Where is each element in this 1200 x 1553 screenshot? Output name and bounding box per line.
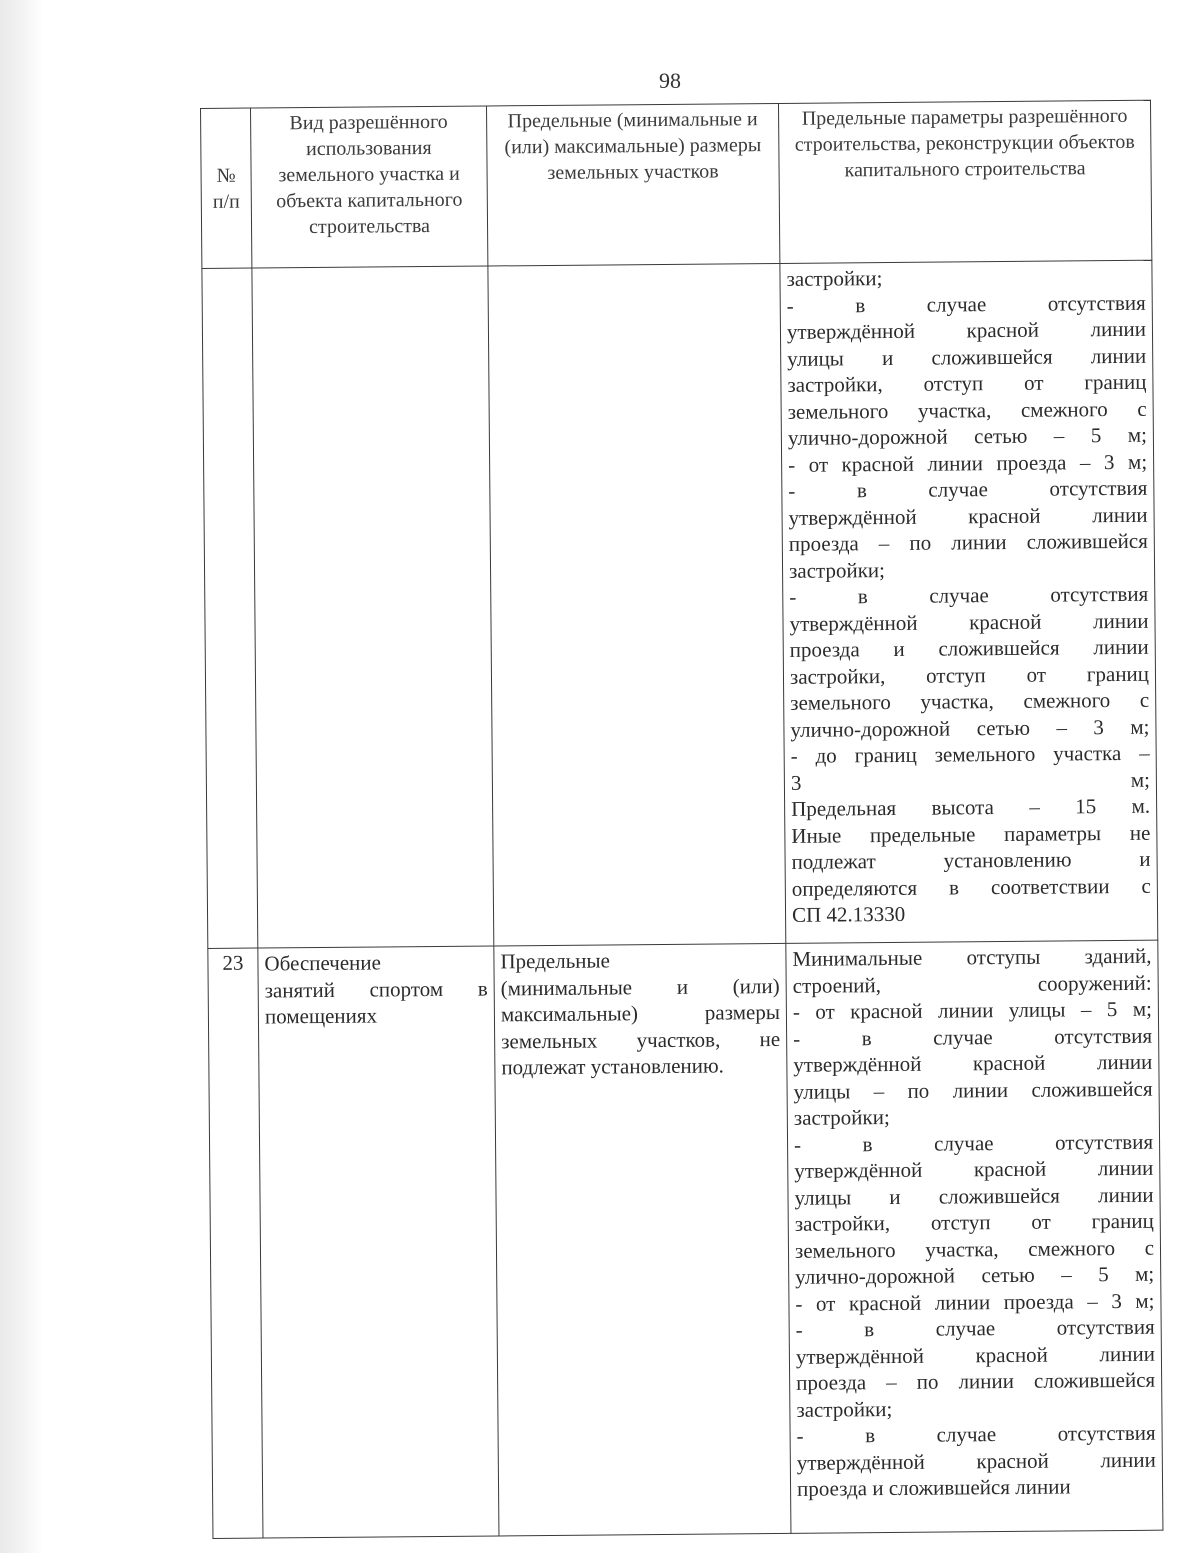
text-line: утверждённой красной линии <box>793 1049 1153 1077</box>
text-line: занятий спортом в <box>264 976 488 1002</box>
row-size-cell <box>494 943 791 1536</box>
text-line: строений, сооружений: <box>792 970 1152 998</box>
text-line: проезда – по линии сложившейся <box>796 1367 1156 1395</box>
text-line: застройки, отступ от границ <box>787 369 1147 397</box>
text-line: утверждённой красной линии <box>795 1341 1156 1369</box>
text-line: - в случае отсутствия <box>793 1023 1153 1051</box>
row-params-cell <box>786 940 1163 1533</box>
header-num: № п/п <box>201 108 252 268</box>
text-line: - в случае отсутствия <box>788 475 1148 503</box>
text-line: земельных участков, не <box>501 1026 781 1053</box>
text-line: максимальные) размеры <box>500 999 781 1027</box>
text-line: утверждённой красной линии <box>786 316 1147 344</box>
text-line: проезда и сложившейся линии <box>796 1474 1071 1501</box>
text-line: СП 42.13330 <box>791 901 906 927</box>
size-lines <box>500 946 780 1081</box>
text-line: Предельная высота – 15 м. <box>791 793 1151 821</box>
text-line: улицы и сложившейся линии <box>794 1182 1154 1210</box>
text-line: - до границ земельного участка – <box>790 740 1150 768</box>
header-size: Предельные (минимальные и (или) максимальные) размеры земельных участков <box>486 103 779 266</box>
text-line: застройки; <box>788 557 886 583</box>
text-line: утверждённой красной линии <box>788 502 1148 530</box>
text-line: улицы – по линии сложившейся <box>793 1076 1153 1104</box>
table-header-row <box>201 100 1152 268</box>
text-line: земельного участка, смежного с <box>787 396 1147 424</box>
text-line: - от красной линии проезда – 3 м; <box>795 1288 1155 1316</box>
text-line: проезда – по линии сложившейся <box>788 528 1148 556</box>
text-line: застройки; <box>793 1105 890 1130</box>
text-line: Иные предельные параметры не <box>791 820 1151 848</box>
text-line: земельного участка, смежного с <box>794 1235 1155 1263</box>
text-line: - в случае отсутствия <box>786 290 1146 318</box>
scan-edge-shadow <box>0 0 44 1553</box>
text-line: улично-дорожной сетью – 5 м; <box>795 1261 1155 1289</box>
text-line: - в случае отсутствия <box>795 1314 1155 1342</box>
header-params: Предельные параметры разрешённого строительства, реконструкции объектов капитального строительства <box>778 100 1151 263</box>
text-line: - в случае отсутствия <box>789 581 1149 609</box>
text-line: земельного участка, смежного с <box>790 687 1150 715</box>
params-lines <box>792 943 1156 1503</box>
row-num-cell <box>202 268 258 948</box>
text-line: - от красной линии проезда – 3 м; <box>788 449 1148 477</box>
text-line: улично-дорожной сетью – 5 м; <box>787 422 1147 450</box>
header-kind: Вид разрешённого использования земельного участка и объекта капитального строительства <box>251 106 488 268</box>
text-line: застройки; <box>796 1396 893 1422</box>
text-line: подлежат установлению и <box>791 846 1151 874</box>
text-line: застройки, отступ от границ <box>794 1208 1154 1236</box>
text-line: Предельные <box>500 948 611 974</box>
table-row <box>202 260 1158 948</box>
text-line: определяются в соответствии с <box>791 873 1151 901</box>
page-number: 98 <box>659 68 681 93</box>
text-line: Минимальные отступы зданий, <box>792 943 1152 971</box>
text-line: утверждённой красной линии <box>794 1155 1154 1183</box>
text-line: улично-дорожной сетью – 3 м; <box>790 714 1150 742</box>
regulations-table <box>200 100 1163 1539</box>
text-line: утверждённой красной линии <box>796 1447 1156 1475</box>
kind-lines <box>264 949 488 1030</box>
params-lines <box>786 263 1151 929</box>
text-line: подлежат установлению. <box>501 1053 724 1080</box>
text-line: застройки; <box>786 266 883 291</box>
row-num-cell: 23 <box>208 948 263 1538</box>
row-kind-cell <box>252 266 494 948</box>
row-size-cell <box>488 263 786 946</box>
text-line: Обеспечение <box>264 950 382 976</box>
text-line: помещениях <box>264 1003 378 1029</box>
row-params-cell <box>780 260 1158 943</box>
text-line: - в случае отсутствия <box>793 1129 1154 1157</box>
text-line: 3 м; <box>790 767 1150 795</box>
text-line: - в случае отсутствия <box>796 1420 1156 1448</box>
text-line: (минимальные и (или) <box>500 973 780 1000</box>
row-kind-cell <box>258 946 499 1538</box>
text-line: - от красной линии улицы – 5 м; <box>792 996 1153 1024</box>
table-row <box>208 940 1163 1538</box>
text-line: застройки, отступ от границ <box>789 661 1150 689</box>
text-line: утверждённой красной линии <box>789 608 1149 636</box>
text-line: проезда и сложившейся линии <box>789 634 1149 662</box>
text-line: улицы и сложившейся линии <box>787 343 1147 371</box>
